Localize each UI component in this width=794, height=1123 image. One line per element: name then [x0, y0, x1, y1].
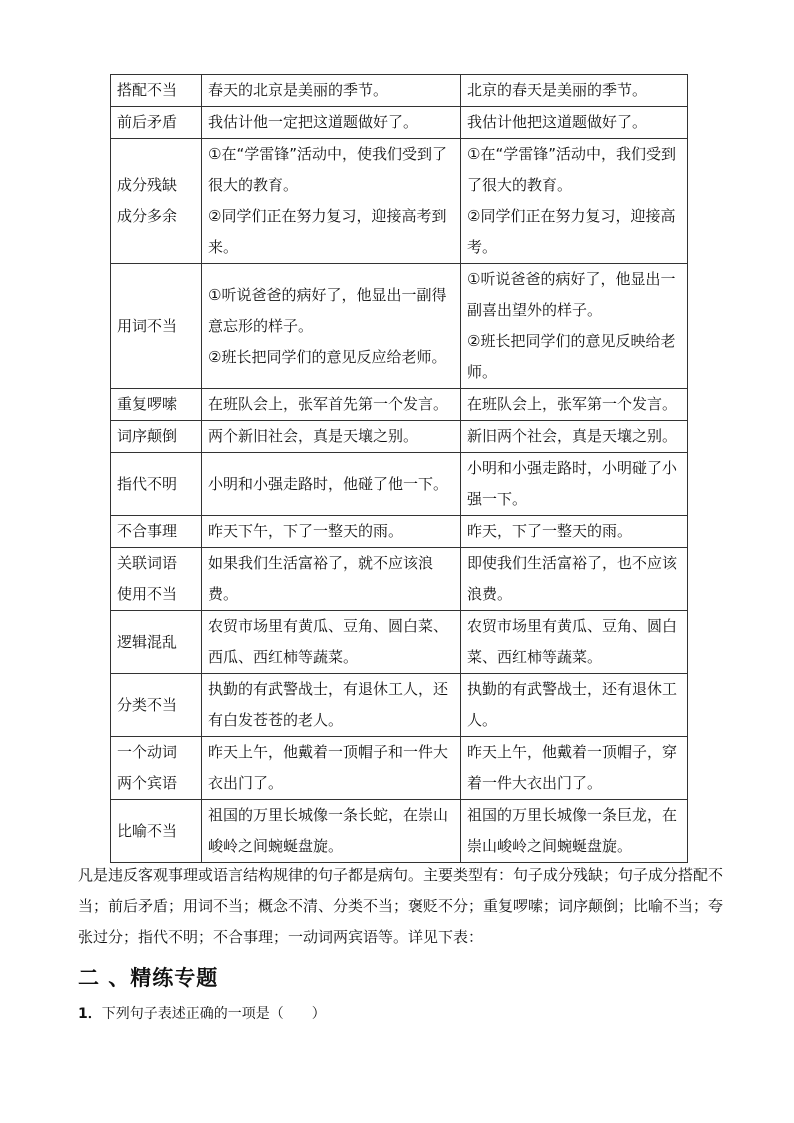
category-cell: 一个动词 两个宾语: [111, 737, 202, 800]
table-row: [111, 107, 688, 139]
table-row: [111, 516, 688, 548]
corrected-sentence-cell: 在班队会上，张军第一个发言。: [461, 389, 688, 421]
wrong-sentence-cell: 在班队会上，张军首先第一个发言。: [202, 389, 461, 421]
category-cell: 用词不当: [111, 264, 202, 389]
corrected-sentence-cell: 祖国的万里长城像一条巨龙，在崇山峻岭之间蜿蜒盘旋。: [461, 800, 688, 863]
wrong-sentence-cell: 如果我们生活富裕了，就不应该浪费。: [202, 548, 461, 611]
wrong-sentence-cell: 春天的北京是美丽的季节。: [202, 75, 461, 107]
table-row: [111, 264, 688, 389]
category-cell: 逻辑混乱: [111, 611, 202, 674]
table-row: [111, 389, 688, 421]
corrected-sentence-cell: 北京的春天是美丽的季节。: [461, 75, 688, 107]
wrong-sentence-cell: 祖国的万里长城像一条长蛇，在崇山峻岭之间蜿蜒盘旋。: [202, 800, 461, 863]
category-cell: 重复啰嗦: [111, 389, 202, 421]
table-row: [111, 75, 688, 107]
table-row: [111, 139, 688, 264]
table-row: [111, 421, 688, 453]
wrong-sentence-cell: 我估计他一定把这道题做好了。: [202, 107, 461, 139]
corrected-sentence-cell: 即使我们生活富裕了，也不应该浪费。: [461, 548, 688, 611]
table-body: [111, 75, 688, 863]
corrected-sentence-cell: 昨天上午，他戴着一顶帽子，穿着一件大衣出门了。: [461, 737, 688, 800]
wrong-sentence-cell: 小明和小强走路时，他碰了他一下。: [202, 453, 461, 516]
table-row: [111, 800, 688, 863]
table-row: [111, 453, 688, 516]
category-cell: 成分残缺 成分多余: [111, 139, 202, 264]
corrected-sentence-cell: 执勤的有武警战士，还有退休工人。: [461, 674, 688, 737]
question-1: [78, 1003, 326, 1023]
category-cell: 关联词语 使用不当: [111, 548, 202, 611]
category-cell: 搭配不当: [111, 75, 202, 107]
wrong-sentence-cell: 昨天下午，下了一整天的雨。: [202, 516, 461, 548]
wrong-sentence-cell: 执勤的有武警战士，有退休工人，还有白发苍苍的老人。: [202, 674, 461, 737]
wrong-sentence-cell: 两个新旧社会，真是天壤之别。: [202, 421, 461, 453]
corrected-sentence-cell: 新旧两个社会，真是天壤之别。: [461, 421, 688, 453]
section-heading: 二 、精练专题: [78, 966, 219, 990]
category-cell: 不合事理: [111, 516, 202, 548]
corrected-sentence-cell: 农贸市场里有黄瓜、豆角、圆白菜、西红柿等蔬菜。: [461, 611, 688, 674]
question-text: 下列句子表述正确的一项是（ ）: [101, 1006, 326, 1022]
table-row: [111, 611, 688, 674]
category-cell: 指代不明: [111, 453, 202, 516]
corrected-sentence-cell: 小明和小强走路时，小明碰了小强一下。: [461, 453, 688, 516]
sentence-error-table: [110, 74, 688, 863]
category-cell: 前后矛盾: [111, 107, 202, 139]
wrong-sentence-cell: ①听说爸爸的病好了，他显出一副得意忘形的样子。 ②班长把同学们的意见反应给老师。: [202, 264, 461, 389]
category-cell: 比喻不当: [111, 800, 202, 863]
wrong-sentence-cell: ①在“学雷锋”活动中，使我们受到了很大的教育。 ②同学们正在努力复习，迎接高考到来。: [202, 139, 461, 264]
category-cell: 分类不当: [111, 674, 202, 737]
wrong-sentence-cell: 昨天上午，他戴着一顶帽子和一件大衣出门了。: [202, 737, 461, 800]
category-cell: 词序颠倒: [111, 421, 202, 453]
corrected-sentence-cell: 我估计他把这道题做好了。: [461, 107, 688, 139]
wrong-sentence-cell: 农贸市场里有黄瓜、豆角、圆白菜、西瓜、西红柿等蔬菜。: [202, 611, 461, 674]
corrected-sentence-cell: ①在“学雷锋”活动中，我们受到了很大的教育。 ②同学们正在努力复习，迎接高考。: [461, 139, 688, 264]
table-row: [111, 674, 688, 737]
table-row: [111, 737, 688, 800]
intro-paragraph: 凡是违反客观事理或语言结构规律的句子都是病句。主要类型有：句子成分残缺；句子成分搭配不当；前后矛盾；用词不当；概念不清、分类不当；褒贬不分；重复啰嗦；词序颠倒；比喻不当；夸张过分；指代不明；不合事理；一动词两宾语等。详见下表：: [78, 866, 724, 946]
question-number: 1．: [78, 1006, 102, 1022]
corrected-sentence-cell: 昨天，下了一整天的雨。: [461, 516, 688, 548]
corrected-sentence-cell: ①听说爸爸的病好了，他显出一副喜出望外的样子。 ②班长把同学们的意见反映给老师。: [461, 264, 688, 389]
table-row: [111, 548, 688, 611]
